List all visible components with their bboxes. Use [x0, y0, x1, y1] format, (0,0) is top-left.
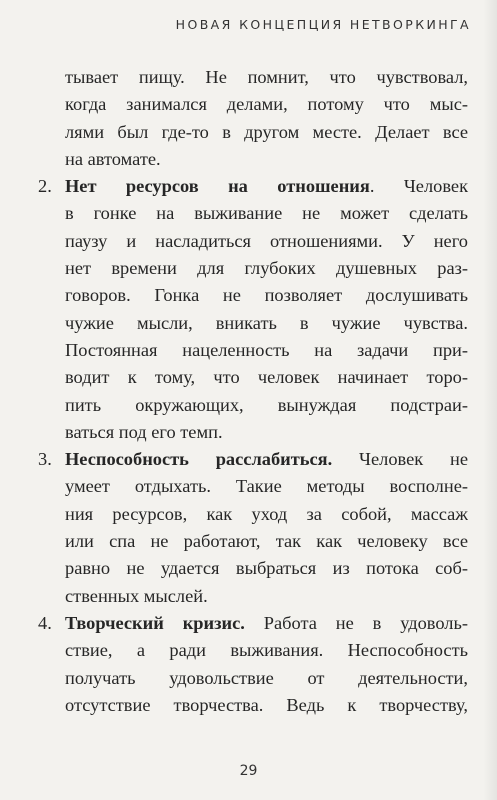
body-text [38, 64, 468, 719]
text-line: когда занимался делами, потому что мыс- [65, 94, 468, 115]
text-line: или спа не работают, так как человеку все [65, 531, 468, 552]
list-item-number: 2. [38, 176, 52, 197]
text-line: нет времени для глубоких душевных раз- [65, 258, 468, 279]
text-line: говоров. Гонка не позволяет дослушивать [65, 285, 468, 306]
text-line: ваться под его темп. [65, 421, 223, 442]
text-line: пить окружающих, вынуждая подстраи- [65, 394, 468, 415]
text-line: отсутствие творчества. Ведь к творчеству, [65, 694, 468, 715]
text-line: умеет отдыхать. Такие методы восполне- [65, 476, 468, 497]
text-line: получать удовольствие от деятельности, [65, 667, 468, 688]
text-line: равно не удается выбраться из потока соб- [65, 558, 468, 579]
text-line: ственных мыслей. [65, 585, 208, 606]
list-item-text: . Человек [369, 176, 469, 197]
text-line: лями был где-то в другом месте. Делает все [65, 121, 468, 142]
text-line: в гонке на выживание не может сделать [65, 203, 468, 224]
list-item-heading: Неспособность расслабиться. [65, 449, 333, 470]
text-line: водит к тому, что человек начинает торо- [65, 367, 468, 388]
list-item-number: 3. [38, 449, 52, 470]
text-line: тывает пищу. Не помнит, что чувствовал, [65, 67, 468, 87]
list-item-number: 4. [38, 612, 52, 633]
list-item-heading: Нет ресурсов на отношения [65, 176, 370, 197]
text-line: ствие, а ради выживания. Неспособность [65, 640, 468, 661]
text-line: ния ресурсов, как уход за собой, массаж [65, 503, 468, 524]
list-item-text: Человек не [332, 449, 468, 470]
page-edge-shadow [483, 0, 497, 800]
list-item-first-line [38, 173, 468, 200]
running-head: НОВАЯ КОНЦЕПЦИЯ НЕТВОРКИНГА [175, 17, 471, 32]
list-item-first-line [38, 610, 468, 637]
text-line: чужие мысли, вникать в чужие чувства. [65, 312, 468, 333]
text-line: Постоянная нацеленность на задачи при- [65, 339, 468, 360]
text-line: паузу и насладиться отношениями. У него [65, 230, 468, 251]
text-line: на автомате. [65, 148, 161, 169]
list-item-heading: Творческий кризис. [65, 612, 245, 633]
page-number: 29 [239, 763, 258, 779]
list-item-text: Работа не в удоволь- [244, 612, 468, 633]
list-item-first-line [38, 446, 468, 473]
